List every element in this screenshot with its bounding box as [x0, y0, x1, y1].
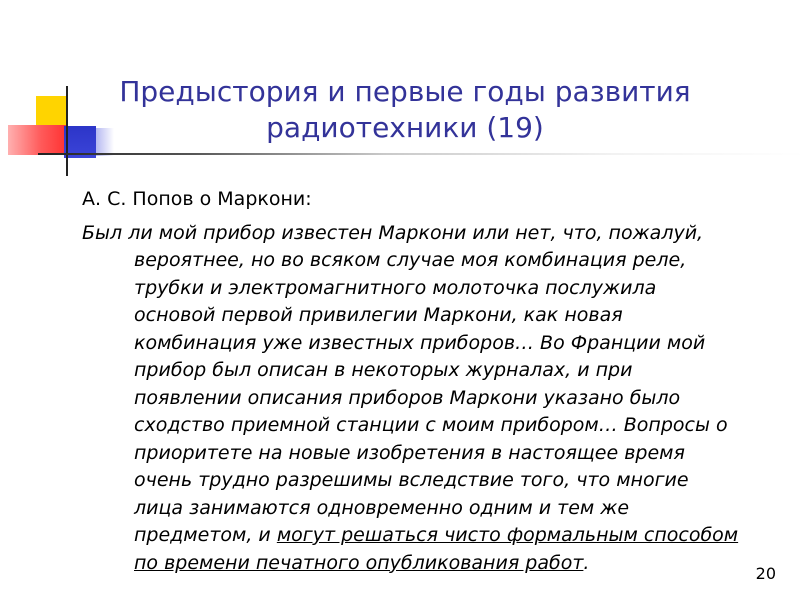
slide-title: Предыстория и первые годы развития радиотехники (19) [119, 75, 691, 144]
author-line: А. С. Попов о Маркони: [82, 188, 312, 210]
quote-end: . [583, 551, 590, 574]
title-underline-divider [38, 153, 800, 155]
logo-vertical-line [66, 86, 68, 176]
logo-yellow-square [36, 96, 66, 126]
logo-red-bar [8, 125, 68, 155]
quote-underlined: могут решаться чисто формальным способом по времени печатного опубликования работ [134, 524, 739, 574]
page-number: 20 [755, 564, 776, 583]
quote-main: Был ли мой прибор известен Маркони или нет, что, пожалуй, вероятнее, но во всяком случае моя комбинация реле, трубки и электромагнитного молоточка послужила основой первой привилегии Маркони, как новая комбинация уже известных приборов… Во Франции мой прибор был описан в некоторых журналах, и при появлении описания приборов Маркони указано было сходство приемной станции с моим прибором… Вопросы о приоритете на новые изобретения в настоящее время очень трудно разрешимы вследствие того, что многие лица занимаются одновременно одним и тем же предметом, и [82, 221, 728, 546]
quote-text [82, 220, 742, 578]
slide-body [82, 186, 742, 577]
